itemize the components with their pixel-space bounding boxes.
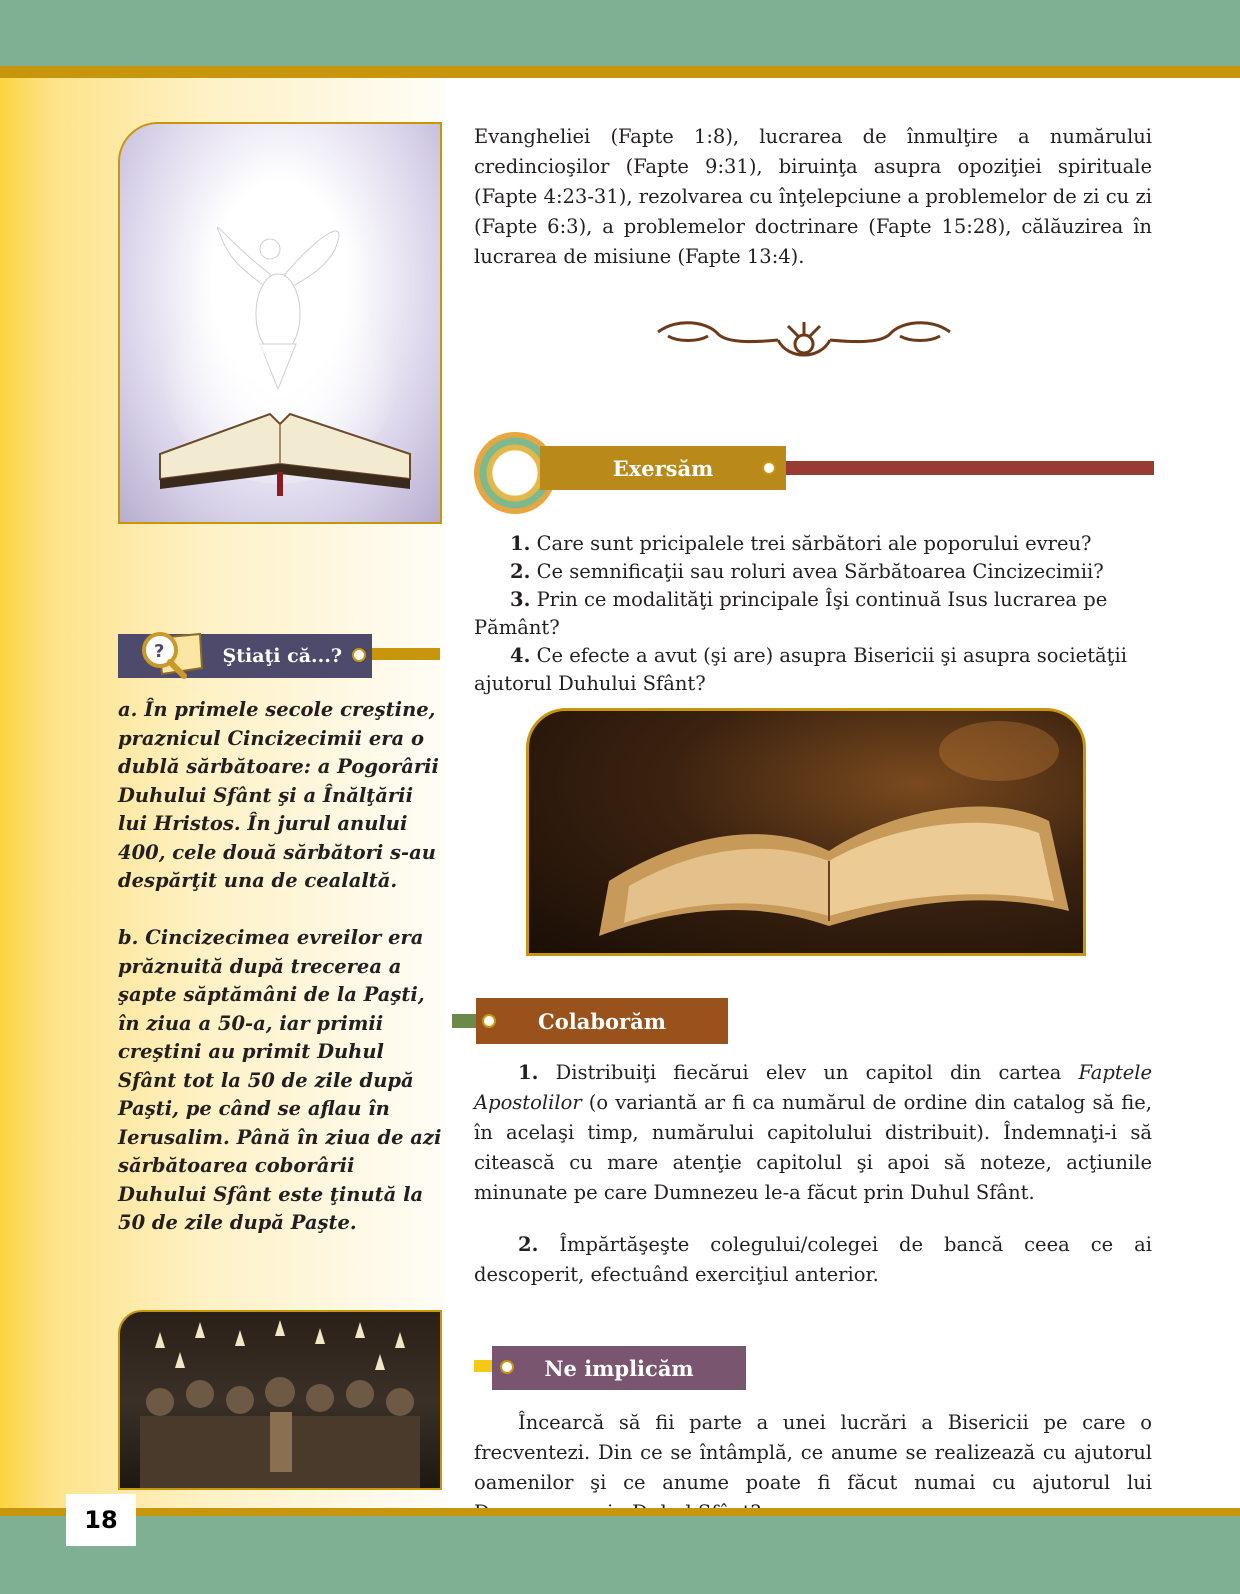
colaboram-item-1: 1. Distribuiţi fiecărui elev un capitol din cartea Faptele Apostolilor (o variantă ar fi ca numărul de ordine din catalog să fie, în acelaşi timp, numărului capitolului distribuit). Îndemnaţi-i să citească cu mare atenţie capitolul şi apoi să noteze, acţiunile minunate pe care Dumnezeu le-a făcut prin Duhul Sfânt. — [474, 1061, 1153, 1204]
colaboram-item-2: 2. Împărtăşeşte colegului/colegei de bancă ceea ce ai descoperit, efectuând exerciţiul anterior. — [474, 1233, 1152, 1286]
bottom-color-band — [0, 1516, 1240, 1594]
colaboram-dot — [482, 1014, 496, 1028]
open-bible-illustration — [529, 711, 1083, 953]
dove-bible-image — [118, 122, 442, 524]
implicam-dot — [500, 1360, 514, 1374]
top-color-band — [0, 0, 1240, 66]
stiati-paragraph-b: b. Cincizecimea evreilor era prăznuită după trecerea a şapte săptămâni de la Paşti, în ziua a 50-a, iar primii creştini au primit Duhul Sfânt tot la 50 de zile după Paşti, pe când se aflau în Ierusalim. Până în ziua de azi sărbătoarea coborârii Duhului Sfânt este ţinută la 50 de zile după Paşte. — [118, 926, 442, 1234]
section-header-stiati-ca: Ştiaţi că...? — [118, 634, 372, 678]
list-item: 4. Ce efecte a avut (şi are) asupra Bisericii şi asupra societăţii ajutorul Duhului Sfânt? — [474, 644, 1127, 695]
exersam-accent-line — [766, 461, 1154, 475]
exersam-dot — [762, 461, 776, 475]
pentecost-illustration — [120, 1312, 440, 1488]
section-header-colaboram: Colaborăm — [476, 998, 728, 1044]
list-item: 2. Ce semnificaţii sau roluri avea Sărbătoarea Cincizecimii? — [510, 560, 1104, 583]
stiati-dot — [352, 648, 366, 662]
list-item: 1. Care sunt pricipalele trei sărbători ale poporului evreu? — [510, 532, 1092, 555]
svg-text:?: ? — [154, 641, 165, 662]
top-gold-rule — [0, 66, 1240, 78]
decorative-ornament-icon — [648, 312, 960, 370]
exersam-questions-list — [474, 530, 1152, 698]
stiati-paragraph-a: a. În primele secole creştine, praznicul Cincizecimii era o dublă sărbătoare: a Pogorârii Duhului Sfânt şi a Înălţării lui Hristos. În jurul anului 400, cele două sărbători s-au despărţit una de cealaltă. — [118, 698, 439, 892]
intro-paragraph: Evangheliei (Fapte 1:8), lucrarea de înmulţire a numărului credincioşilor (Fapte 9:31), biruinţa asupra opoziţiei spirituale (Fapte 4:23-31), rezolvarea cu înţelepciune a problemelor de zi cu zi (Fapte 6:3), a problemelor doctrinare (Fapte 15:28), călăuzirea în lucrarea de misiune (Fapte 13:4). — [474, 125, 1152, 268]
stiati-ca-text — [118, 696, 448, 1238]
bottom-gold-rule — [0, 1508, 1240, 1516]
pentecost-painting-image — [118, 1310, 442, 1490]
open-bible-image — [526, 708, 1086, 956]
section-header-exersam: Exersăm — [540, 446, 786, 490]
section-header-ne-implicam: Ne implicăm — [492, 1346, 746, 1390]
dove-bible-illustration — [120, 124, 440, 522]
list-item: 3. Prin ce modalităţi principale Îşi continuă Isus lucrarea pe Pământ? — [474, 588, 1108, 639]
page-number: 18 — [66, 1494, 136, 1546]
magnifier-question-icon — [140, 630, 206, 680]
ne-implicam-text: Încearcă să fii parte a unei lucrări a Bisericii pe care o frecventezi. Din ce se întâmplă, ce anume se realizează cu ajutorul oamenilor şi ce anume poate fi făcut numai cu ajutorul lui — [474, 1411, 1152, 1494]
